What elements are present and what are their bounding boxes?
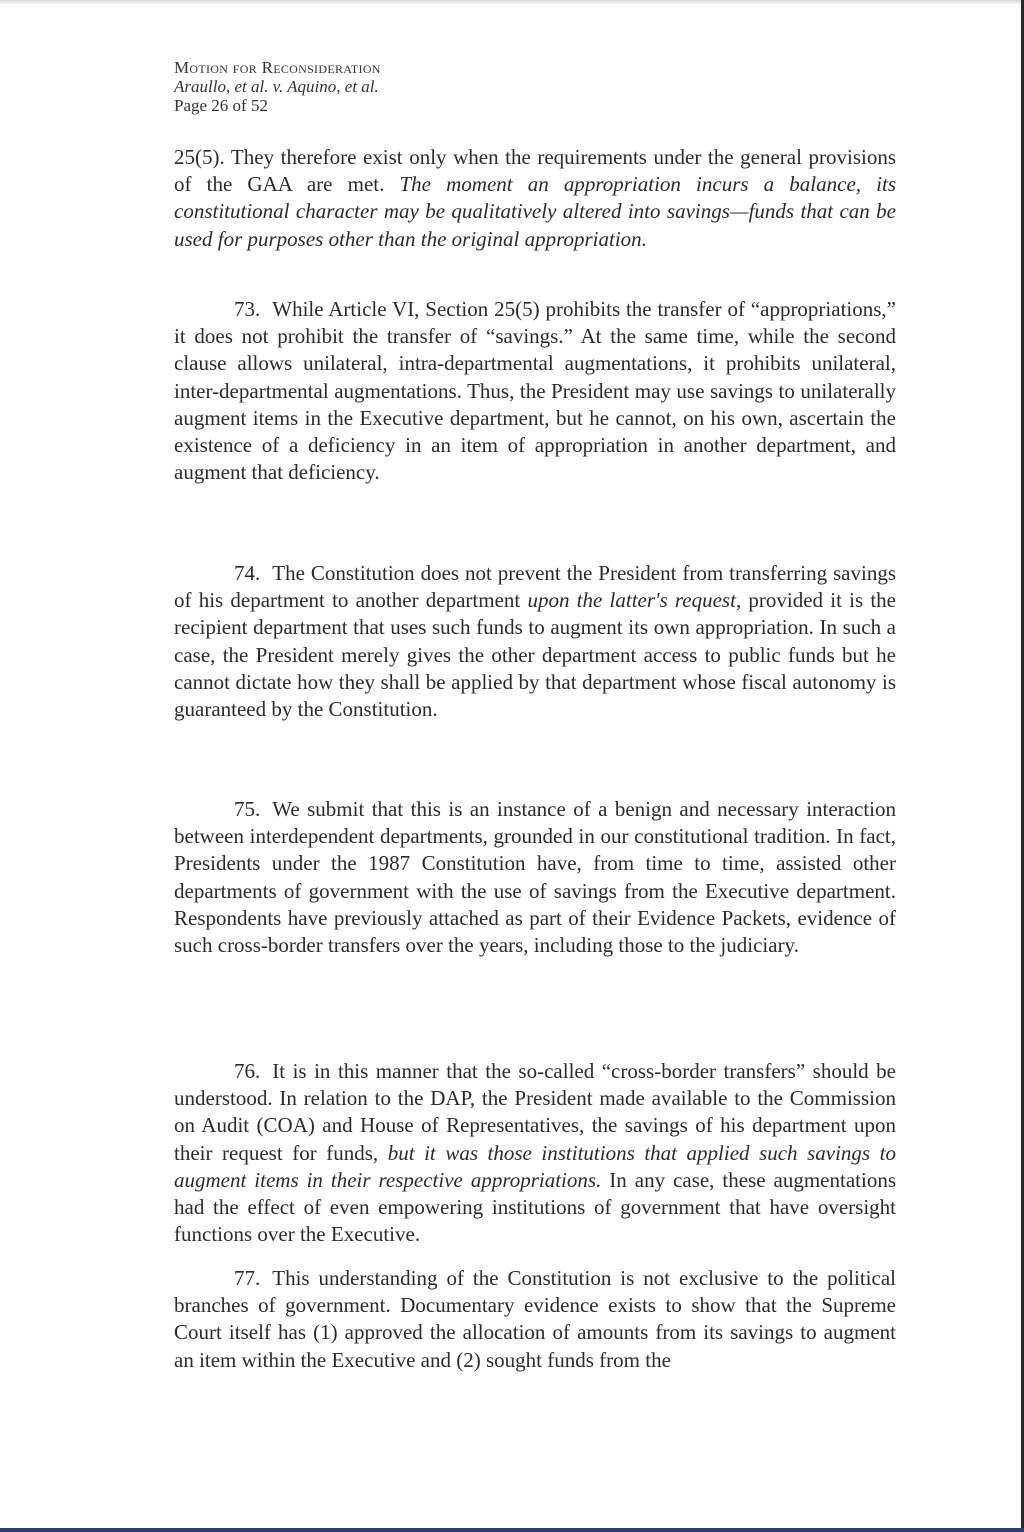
paragraph-number: 74. xyxy=(234,561,261,585)
paragraph-75 xyxy=(174,796,896,959)
paragraph-text: 25(5). They therefore exist only when the requirements under the general provisions of the GAA are met. xyxy=(174,145,896,197)
paragraph-number: 77. xyxy=(234,1266,261,1290)
scan-edge-top xyxy=(0,0,1024,4)
paragraph-74 xyxy=(174,560,896,723)
scan-edge-bottom xyxy=(0,1528,1024,1532)
paragraph-emphasis: upon the latter's request xyxy=(527,588,736,613)
paragraph-text: The Constitution does not prevent the President from transferring savings of his department to another department xyxy=(174,561,896,613)
paragraph-text: , provided it is the recipient department that uses such funds to augment its own appropriation. In such a case, the President merely gives the other department access to public funds but he cannot dictate how they shall be applied by that department whose fiscal autonomy is guaranteed by the Constitution. xyxy=(174,588,897,722)
case-parties: Araullo, et al. v. Aquino, et al. xyxy=(174,77,379,96)
paragraph-73 xyxy=(174,296,896,486)
paragraph-number: 76. xyxy=(234,1059,261,1083)
document-header xyxy=(174,58,381,115)
paragraph-continuation xyxy=(174,144,896,253)
document-caption: Motion for Reconsideration xyxy=(174,58,381,77)
paragraph-emphasis: The moment an appropriation incurs a balance, its constitutional character may be qualitatively altered into savings—funds that can be used for purposes other than the original appropriation. xyxy=(174,172,896,251)
paragraph-76 xyxy=(174,1058,896,1248)
page-number: Page 26 of 52 xyxy=(174,96,268,115)
paragraph-number: 75. xyxy=(234,797,261,821)
paragraph-text: In any case, these augmentations had the effect of even empowering institutions of government that have oversight functions over the Executive. xyxy=(174,1167,896,1247)
paragraph-number: 73. xyxy=(234,297,261,321)
paragraph-text: This understanding of the Constitution is not exclusive to the political branches of government. Documentary evidence exists to show that the Supreme Court itself has (1) approved the allocation of amounts from its savings to augment an item within the Executive and (2) sought funds from the xyxy=(174,1266,896,1372)
paragraph-77 xyxy=(174,1265,896,1374)
paragraph-text: We submit that this is an instance of a benign and necessary interaction between interdependent departments, grounded in our constitutional tradition. In fact, Presidents under the 1987 Constitution have, from time to time, assisted other departments of government with the use of savings from the Executive department. Respondents have previously attached as part of their Evidence Packets, evidence of such cross-border transfers over the years, including those to the judiciary. xyxy=(174,797,896,958)
paragraph-emphasis: but it was those institutions that applied such savings to augment items in their respective appropriations. xyxy=(174,1140,896,1192)
paragraph-text: It is in this manner that the so-called “cross-border transfers” should be understood. In relation to the DAP, the President made available to the Commission on Audit (COA) and House of Representatives, the savings of his department upon their request for funds, xyxy=(174,1059,896,1165)
paragraph-text: While Article VI, Section 25(5) prohibits the transfer of “appropriations,” it does not prohibit the transfer of “savings.” At the same time, while the second clause allows unilateral, intra-departmental augmentations, it prohibits unilateral, inter-departmental augmentations. Thus, the President may use savings to unilaterally augment items in the Executive department, but he cannot, on his own, ascertain the existence of a deficiency in an item of appropriation in another department, and augment that deficiency. xyxy=(174,297,896,485)
